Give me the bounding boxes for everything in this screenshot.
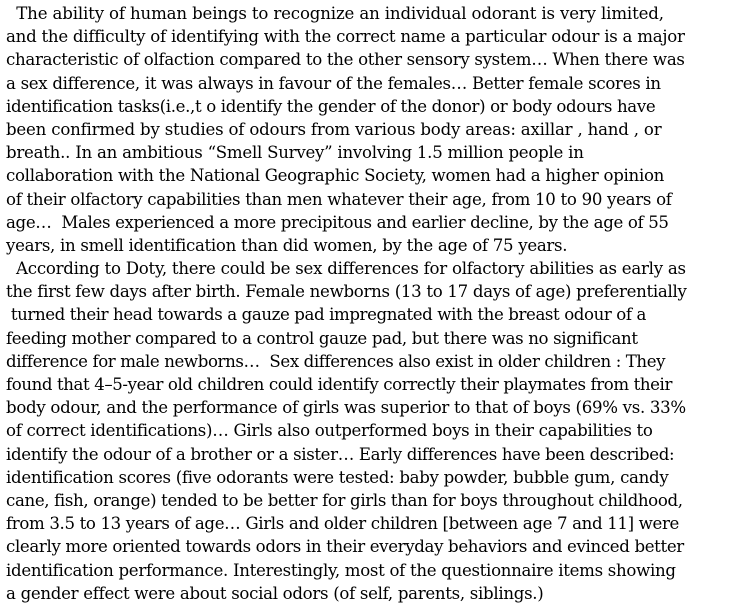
text-line: found that 4–5-year old children could identify correctly their playmates from their [6, 375, 672, 394]
text-line: breath.. In an ambitious “Smell Survey” involving 1.5 million people in [6, 143, 584, 163]
text-line: a gender effect were about social odors (of self, parents, siblings.) [6, 583, 544, 603]
text-line: of their olfactory capabilities than men whatever their age, from 10 to 90 years of [6, 189, 672, 209]
text-line: identification scores (five odorants were tested: baby powder, bubble gum, candy [6, 467, 669, 487]
text-line: turned their head towards a gauze pad impregnated with the breast odour of a [6, 305, 646, 325]
text-line: difference for male newborns… Sex differences also exist in older children : They [6, 351, 666, 371]
body-text [0, 2, 739, 605]
text-line: clearly more oriented towards odors in their everyday behaviors and evinced better [6, 537, 684, 557]
text-line: identify the odour of a brother or a sister… Early differences have been described: [6, 444, 675, 464]
text-line: from 3.5 to 13 years of age… Girls and older children [between age 7 and 11] were [6, 514, 680, 534]
text-line: characteristic of olfaction compared to the other sensory system… When there was [6, 50, 685, 70]
text-line: the first few days after birth. Female newborns (13 to 17 days of age) preferentially [6, 282, 687, 302]
text-line: identification performance. Interestingly, most of the questionnaire items showing [6, 560, 676, 580]
text-line: identification tasks(i.e.,t o identify the gender of the donor) or body odours have [6, 96, 656, 116]
text-line: According to Doty, there could be sex differences for olfactory abilities as early as [6, 259, 686, 279]
text-line: and the difficulty of identifying with the correct name a particular odour is a major [6, 27, 685, 47]
text-line: years, in smell identification than did women, by the age of 75 years. [6, 235, 568, 255]
text-line: of correct identifications)… Girls also outperformed boys in their capabilities to [6, 421, 653, 441]
text-line: body odour, and the performance of girls was superior to that of boys (69% vs. 33% [6, 398, 686, 418]
text-line: been confirmed by studies of odours from various body areas: axillar , hand , or [6, 119, 662, 139]
text-line: collaboration with the National Geographic Society, women had a higher opinion [6, 166, 665, 186]
text-line: a sex difference, it was always in favour of the females… Better female scores in [6, 73, 661, 93]
text-line: cane, fish, orange) tended to be better for girls than for boys throughout childhood, [6, 490, 683, 510]
text-line: feeding mother compared to a control gauze pad, but there was no significant [6, 328, 638, 348]
text-line: The ability of human beings to recognize an individual odorant is very limited, [6, 4, 664, 23]
text-line: age… Males experienced a more precipitous and earlier decline, by the age of 55 [6, 212, 669, 232]
